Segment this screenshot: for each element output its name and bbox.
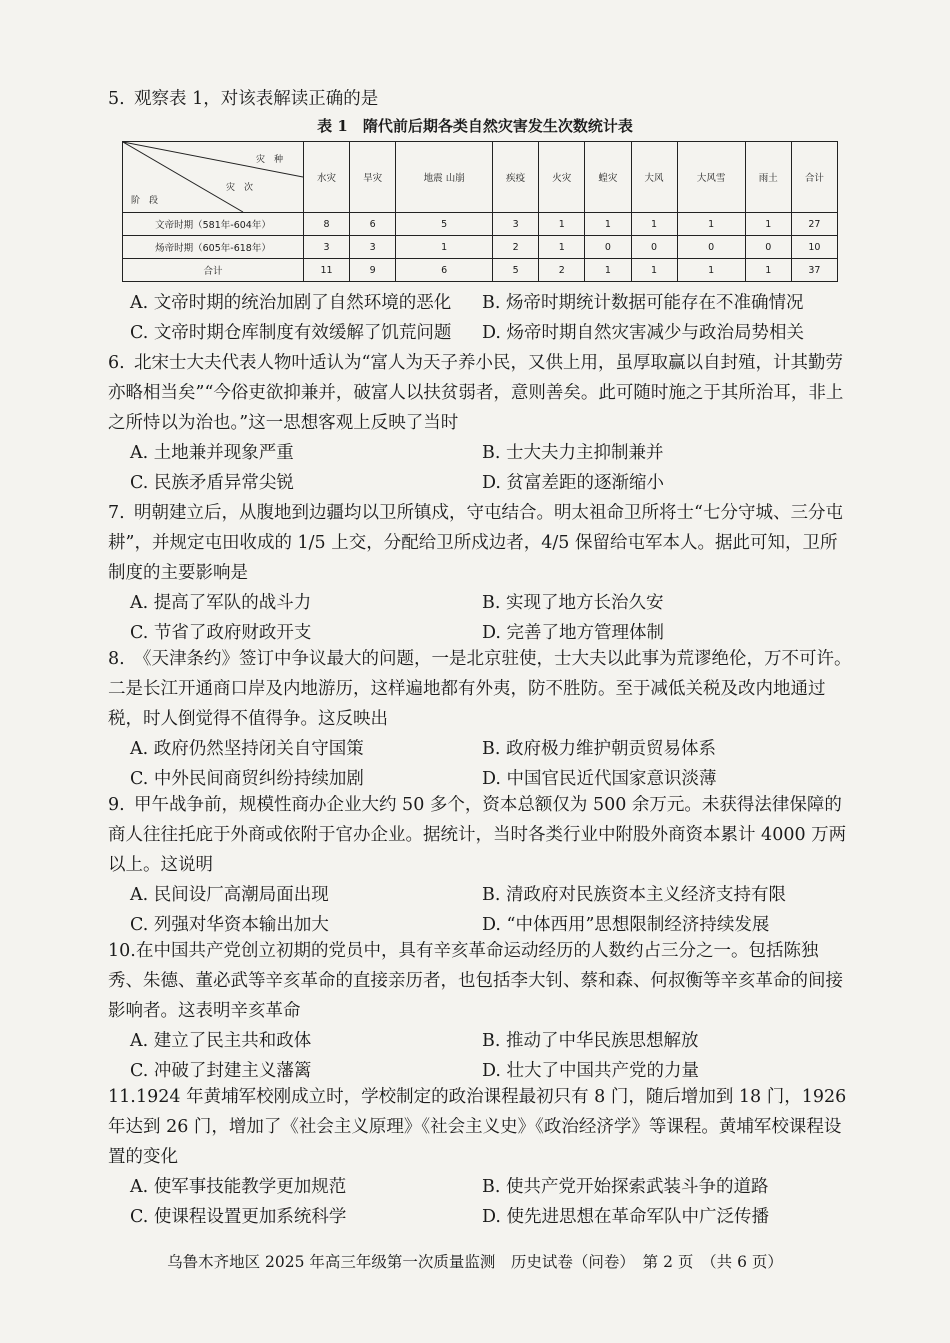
option-a[interactable]: A. 政府仍然坚持闭关自守国策 bbox=[130, 739, 364, 759]
option-b[interactable]: B. 士大夫力主抑制兼并 bbox=[482, 443, 664, 463]
row-label: 合计 bbox=[123, 259, 304, 282]
table-cell: 9 bbox=[350, 259, 396, 282]
table-cell: 11 bbox=[304, 259, 350, 282]
table-cell: 3 bbox=[493, 213, 539, 236]
table-header-row bbox=[123, 142, 838, 213]
table-cell: 5 bbox=[396, 213, 493, 236]
table-cell: 1 bbox=[677, 259, 745, 282]
table-cell: 1 bbox=[585, 259, 631, 282]
option-d[interactable]: D. 壮大了中国共产党的力量 bbox=[482, 1061, 700, 1081]
option-c[interactable]: C. 列强对华资本输出加大 bbox=[130, 915, 329, 935]
question-7 bbox=[108, 498, 853, 648]
table-cell: 6 bbox=[350, 213, 396, 236]
question-number: 7. bbox=[108, 503, 125, 523]
table-cell: 27 bbox=[791, 213, 837, 236]
table-cell: 1 bbox=[631, 259, 677, 282]
option-b[interactable]: B. 推动了中华民族思想解放 bbox=[482, 1031, 699, 1051]
column-header: 旱灾 bbox=[350, 142, 396, 213]
column-header: 大风 bbox=[631, 142, 677, 213]
table-cell: 3 bbox=[350, 236, 396, 259]
option-a[interactable]: A. 民间设厂高潮局面出现 bbox=[130, 885, 329, 905]
column-header: 疾疫 bbox=[493, 142, 539, 213]
question-6 bbox=[108, 348, 853, 498]
column-header: 地震 山崩 bbox=[396, 142, 493, 213]
option-c[interactable]: C. 文帝时期仓库制度有效缓解了饥荒问题 bbox=[130, 323, 452, 343]
question-11 bbox=[108, 1082, 853, 1232]
question-stem: 甲午战争前，规模性商办企业大约 50 多个，资本总额仅为 500 余万元。未获得法律保障的商人往往托庇于外商或依附于官办企业。据统计，当时各类行业中附股外商资本累计 4000 万两以上。这说明 bbox=[108, 795, 847, 875]
option-a[interactable]: A. 使军事技能教学更加规范 bbox=[130, 1177, 347, 1197]
question-number: 6. bbox=[108, 353, 125, 373]
column-header: 水灾 bbox=[304, 142, 350, 213]
table-cell: 1 bbox=[677, 213, 745, 236]
table-corner-cell bbox=[123, 142, 304, 213]
table-cell: 0 bbox=[677, 236, 745, 259]
option-c[interactable]: C. 节省了政府财政开支 bbox=[130, 623, 312, 643]
question-stem: 《天津条约》签订中争议最大的问题，一是北京驻使，士大夫以此事为荒谬绝伦，万不可许。二是长江开通商口岸及内地游历，这样遍地都有外夷，防不胜防。至于减低关税及改内地通过税，时人倒觉得不值得争。这反映出 bbox=[108, 649, 852, 729]
table-cell: 6 bbox=[396, 259, 493, 282]
table-row bbox=[123, 213, 838, 236]
option-b[interactable]: B. 实现了地方长治久安 bbox=[482, 593, 664, 613]
table-cell: 1 bbox=[539, 213, 585, 236]
table-cell: 3 bbox=[304, 236, 350, 259]
table-cell: 1 bbox=[745, 259, 791, 282]
table-cell: 1 bbox=[539, 236, 585, 259]
table-cell: 2 bbox=[539, 259, 585, 282]
option-c[interactable]: C. 使课程设置更加系统科学 bbox=[130, 1207, 347, 1227]
option-b[interactable]: B. 使共产党开始探索武装斗争的道路 bbox=[482, 1177, 769, 1197]
option-d[interactable]: D. 贫富差距的逐渐缩小 bbox=[482, 473, 665, 493]
column-header: 火灾 bbox=[539, 142, 585, 213]
table-cell: 1 bbox=[745, 213, 791, 236]
question-5 bbox=[108, 84, 853, 114]
option-b[interactable]: B. 炀帝时期统计数据可能存在不准确情况 bbox=[482, 293, 804, 313]
corner-label-left: 阶 段 bbox=[131, 196, 159, 206]
question-10 bbox=[108, 936, 853, 1086]
option-d[interactable]: D. 炀帝时期自然灾害减少与政治局势相关 bbox=[482, 323, 805, 343]
question-5-options bbox=[108, 288, 853, 348]
option-b[interactable]: B. 政府极力维护朝贡贸易体系 bbox=[482, 739, 716, 759]
table-cell: 37 bbox=[791, 259, 837, 282]
table-caption: 表 1 隋代前后期各类自然灾害发生次数统计表 bbox=[317, 117, 633, 135]
table-cell: 0 bbox=[745, 236, 791, 259]
question-9 bbox=[108, 790, 853, 940]
question-8 bbox=[108, 644, 853, 794]
column-header: 大风雪 bbox=[677, 142, 745, 213]
table-cell: 1 bbox=[585, 213, 631, 236]
question-number: 10. bbox=[108, 941, 136, 961]
table-cell: 5 bbox=[493, 259, 539, 282]
option-c[interactable]: C. 民族矛盾异常尖锐 bbox=[130, 473, 294, 493]
table-cell: 0 bbox=[631, 236, 677, 259]
column-header: 雨土 bbox=[745, 142, 791, 213]
table-cell: 8 bbox=[304, 213, 350, 236]
option-d[interactable]: D. 完善了地方管理体制 bbox=[482, 623, 665, 643]
option-a[interactable]: A. 文帝时期的统治加剧了自然环境的恶化 bbox=[130, 293, 452, 313]
question-stem: 1924 年黄埔军校刚成立时，学校制定的政治课程最初只有 8 门，随后增加到 18 门，1926 年达到 26 门，增加了《社会主义原理》《社会主义史》《政治经济学》等课程。黄埔军校课程设置的变化 bbox=[108, 1087, 847, 1167]
question-number: 8. bbox=[108, 649, 125, 669]
table-cell: 2 bbox=[493, 236, 539, 259]
column-header: 蝗灾 bbox=[585, 142, 631, 213]
option-d[interactable]: D. “中体西用”思想限制经济持续发展 bbox=[482, 915, 770, 935]
option-c[interactable]: C. 冲破了封建主义藩篱 bbox=[130, 1061, 312, 1081]
question-stem: 北宋士大夫代表人物叶适认为“富人为天子养小民，又供上用，虽厚取赢以自封殖，计其勤劳亦略相当矣”“今俗吏欲抑兼并，破富人以扶贫弱者，意则善矣。此可随时施之于其所治耳，非上之所恃以为治也。”这一思想客观上反映了当时 bbox=[108, 353, 844, 433]
option-a[interactable]: A. 土地兼并现象严重 bbox=[130, 443, 294, 463]
table-cell: 1 bbox=[396, 236, 493, 259]
question-number: 9. bbox=[108, 795, 125, 815]
option-d[interactable]: D. 中国官民近代国家意识淡薄 bbox=[482, 769, 717, 789]
table-cell: 0 bbox=[585, 236, 631, 259]
table-row bbox=[123, 236, 838, 259]
question-stem: 观察表 1，对该表解读正确的是 bbox=[134, 89, 379, 109]
table-cell: 1 bbox=[631, 213, 677, 236]
page-footer: 乌鲁木齐地区 2025 年高三年级第一次质量监测 历史试卷（问卷） 第 2 页 （共 6 页） bbox=[167, 1253, 783, 1271]
row-label: 文帝时期（581年-604年） bbox=[123, 213, 304, 236]
disaster-table bbox=[122, 141, 838, 282]
option-d[interactable]: D. 使先进思想在革命军队中广泛传播 bbox=[482, 1207, 770, 1227]
corner-label-top: 灾 种 bbox=[255, 155, 283, 165]
corner-label-mid: 灾 次 bbox=[225, 183, 253, 193]
question-stem: 在中国共产党创立初期的党员中，具有辛亥革命运动经历的人数约占三分之一。包括陈独秀、朱德、董必武等辛亥革命的直接亲历者，也包括李大钊、蔡和森、何叔衡等辛亥革命的间接影响者。这表明辛亥革命 bbox=[108, 941, 843, 1021]
option-b[interactable]: B. 清政府对民族资本主义经济支持有限 bbox=[482, 885, 786, 905]
table-row bbox=[123, 259, 838, 282]
row-label: 炀帝时期（605年-618年） bbox=[123, 236, 304, 259]
question-stem: 明朝建立后，从腹地到边疆均以卫所镇戍，守屯结合。明太祖命卫所将士“七分守城、三分屯耕”，并规定屯田收成的 1/5 上交，分配给卫所戍边者，4/5 保留给屯军本人。据此可知，卫所制度的主要影响是 bbox=[108, 503, 843, 583]
option-c[interactable]: C. 中外民间商贸纠纷持续加剧 bbox=[130, 769, 364, 789]
option-a[interactable]: A. 提高了军队的战斗力 bbox=[130, 593, 312, 613]
column-header: 合计 bbox=[791, 142, 837, 213]
table-cell: 10 bbox=[791, 236, 837, 259]
question-number: 5. bbox=[108, 89, 125, 109]
question-number: 11. bbox=[108, 1087, 136, 1107]
option-a[interactable]: A. 建立了民主共和政体 bbox=[130, 1031, 312, 1051]
